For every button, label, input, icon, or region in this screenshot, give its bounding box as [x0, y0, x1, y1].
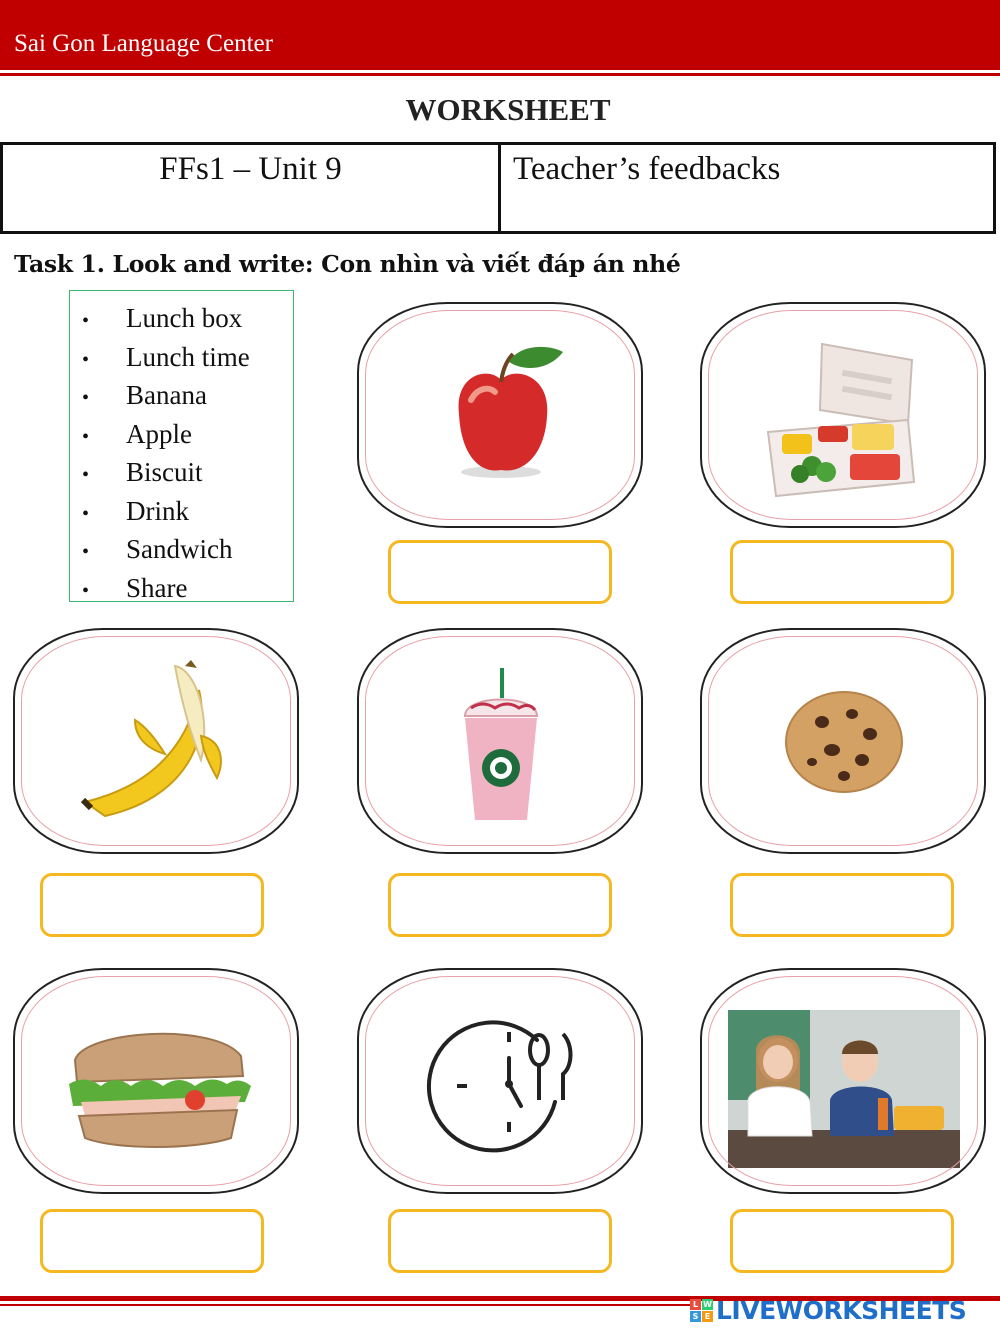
picture-card-lunch-time	[357, 968, 643, 1194]
word-bank-item: • Sandwich	[82, 534, 233, 564]
worksheet-title: WORKSHEET	[405, 92, 611, 127]
word-bank-item: • Share	[82, 572, 188, 603]
picture-card-drink	[357, 628, 643, 854]
answer-box-3[interactable]	[40, 873, 264, 937]
feedback-label: Teacher’s feedbacks	[513, 151, 781, 187]
lunch-time-icon	[359, 970, 641, 1192]
header-bar	[0, 0, 1000, 70]
word-bank-item: • Biscuit	[82, 457, 203, 487]
biscuit-icon	[702, 630, 984, 852]
answer-box-8[interactable]	[730, 1209, 954, 1273]
unit-label: FFs1 – Unit 9	[159, 151, 342, 187]
word-bank	[69, 290, 294, 602]
word-bank-item: • Lunch time	[82, 341, 250, 372]
answer-box-4[interactable]	[388, 873, 612, 937]
share-icon	[702, 970, 984, 1192]
sandwich-icon	[15, 970, 297, 1192]
answer-box-7[interactable]	[388, 1209, 612, 1273]
answer-box-2[interactable]	[730, 540, 954, 604]
lunch-box-icon	[702, 304, 984, 526]
word-bank-item: • Apple	[82, 418, 192, 449]
footer-divider-thin	[0, 1304, 690, 1306]
word-bank-item: • Lunch box	[82, 303, 243, 333]
apple-icon	[359, 304, 641, 526]
info-table	[0, 142, 996, 234]
banana-icon	[15, 630, 297, 852]
answer-box-1[interactable]	[388, 540, 612, 604]
answer-box-5[interactable]	[730, 873, 954, 937]
drink-icon	[359, 630, 641, 852]
logo-text: LIVEWORKSHEETS	[716, 1295, 967, 1325]
answer-box-6[interactable]	[40, 1209, 264, 1273]
picture-card-share	[700, 968, 986, 1194]
logo-mark-icon: L W S E	[690, 1299, 713, 1322]
header-divider	[0, 73, 1000, 76]
word-bank-item: • Banana	[82, 380, 207, 410]
picture-card-banana	[13, 628, 299, 854]
liveworksheets-logo	[690, 1292, 966, 1328]
picture-card-sandwich	[13, 968, 299, 1194]
picture-card-biscuit	[700, 628, 986, 854]
picture-card-lunch-box	[700, 302, 986, 528]
task-title: Task 1. Look and write: Con nhìn và viết đáp án nhé	[14, 250, 681, 278]
picture-card-apple	[357, 302, 643, 528]
word-bank-item: • Drink	[82, 495, 189, 526]
center-name: Sai Gon Language Center	[14, 30, 273, 57]
table-divider	[498, 145, 501, 231]
